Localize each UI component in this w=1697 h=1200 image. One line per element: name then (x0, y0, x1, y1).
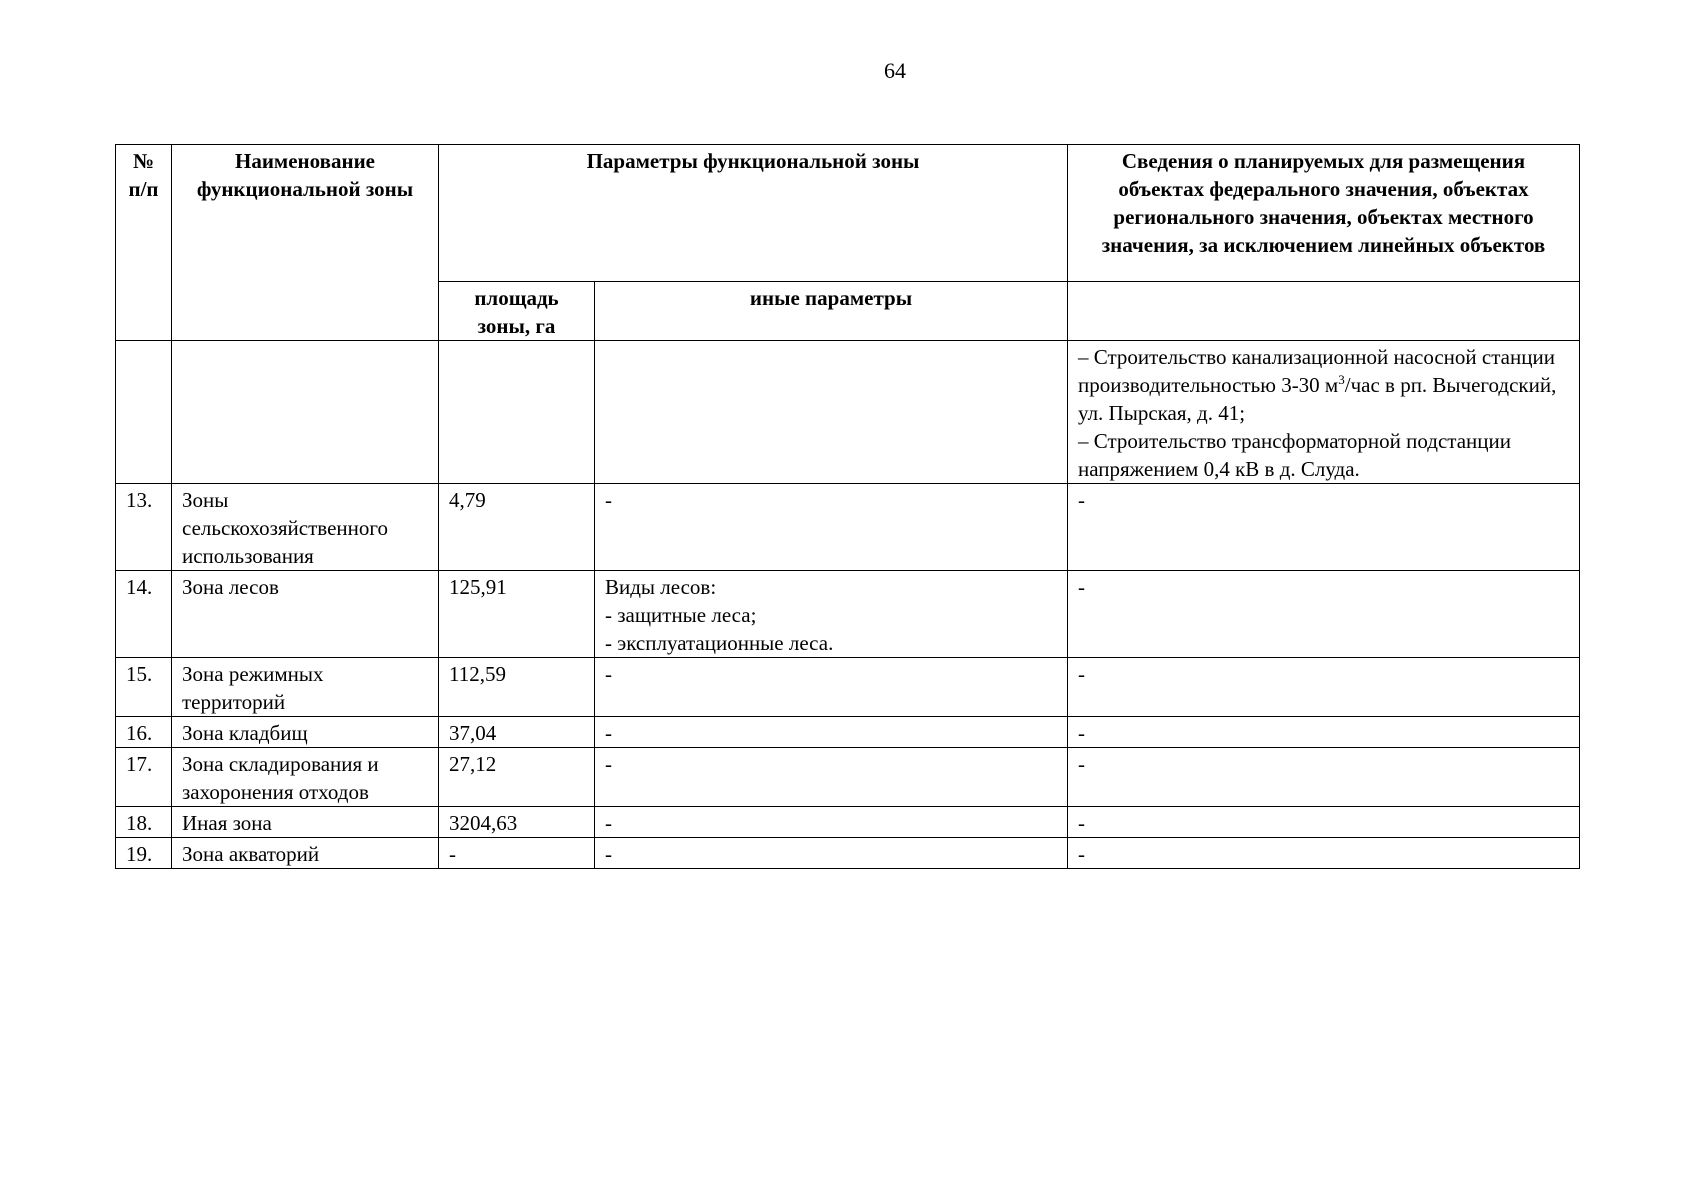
cell-other-params: - (595, 838, 1068, 869)
cell-other-params: - (595, 807, 1068, 838)
cell-planned-objects: - (1068, 717, 1580, 748)
cell-zone-name: Иная зона (172, 807, 439, 838)
cell-number (116, 341, 172, 484)
cell-number: 16. (116, 717, 172, 748)
cell-planned-objects: - (1068, 807, 1580, 838)
cell-other-params (595, 571, 1068, 658)
cell-number: 18. (116, 807, 172, 838)
header-zone-name: Наименование функциональной зоны (172, 145, 439, 341)
table-row (116, 658, 1580, 717)
cell-number: 15. (116, 658, 172, 717)
table-row-continuation (116, 341, 1580, 484)
table-row (116, 838, 1580, 869)
table-row (116, 807, 1580, 838)
other-param-line: Виды лесов: (605, 575, 717, 599)
cell-planned-objects: - (1068, 748, 1580, 807)
zones-table (115, 144, 1580, 869)
cell-zone-name: Зона складирования и захоронения отходов (172, 748, 439, 807)
superscript: 3 (1338, 372, 1345, 387)
cell-area: 4,79 (439, 484, 595, 571)
cell-area: 37,04 (439, 717, 595, 748)
cell-other-params: - (595, 484, 1068, 571)
page-number: 64 (884, 58, 906, 83)
table-row (116, 717, 1580, 748)
cell-number: 13. (116, 484, 172, 571)
cell-number: 14. (116, 571, 172, 658)
cell-area: - (439, 838, 595, 869)
planned-object-text-tail: /час в рп. Вычегодский, ул. Пырская, д. 41; (1078, 373, 1557, 425)
cell-area: 125,91 (439, 571, 595, 658)
table-row (116, 748, 1580, 807)
cell-zone-name: Зона лесов (172, 571, 439, 658)
header-area: площадь зоны, га (439, 282, 595, 341)
cell-planned-objects: - (1068, 484, 1580, 571)
cell-zone-name: Зона акваторий (172, 838, 439, 869)
planned-object-item-2: – Строительство трансформаторной подстанции напряжением 0,4 кВ в д. Слуда. (1078, 429, 1511, 481)
cell-zone-name: Зоны сельскохозяйственного использования (172, 484, 439, 571)
header-row-main (116, 145, 1580, 282)
cell-planned-objects (1068, 341, 1580, 484)
cell-area: 3204,63 (439, 807, 595, 838)
cell-other-params (595, 341, 1068, 484)
header-planned-objects-sub (1068, 282, 1580, 341)
cell-number: 19. (116, 838, 172, 869)
cell-area: 112,59 (439, 658, 595, 717)
other-param-line: - эксплуатационные леса. (605, 631, 834, 655)
header-other-params: иные параметры (595, 282, 1068, 341)
cell-zone-name: Зона кладбищ (172, 717, 439, 748)
cell-planned-objects: - (1068, 838, 1580, 869)
cell-area (439, 341, 595, 484)
header-number: № п/п (116, 145, 172, 341)
cell-zone-name: Зона режимных территорий (172, 658, 439, 717)
cell-area: 27,12 (439, 748, 595, 807)
planned-object-text: – Строительство канализационной насосной станции производительностью 3-30 м (1078, 345, 1555, 397)
planned-object-item (1078, 345, 1556, 425)
cell-zone-name (172, 341, 439, 484)
cell-other-params: - (595, 658, 1068, 717)
cell-planned-objects: - (1068, 571, 1580, 658)
cell-planned-objects: - (1068, 658, 1580, 717)
cell-other-params: - (595, 748, 1068, 807)
table-row (116, 571, 1580, 658)
cell-other-params: - (595, 717, 1068, 748)
header-planned-objects: Сведения о планируемых для размещения объектах федерального значения, объектах регионального значения, объектах местного значения, за исключением линейных объектов (1068, 145, 1580, 282)
table-row (116, 484, 1580, 571)
other-param-line: - защитные леса; (605, 603, 757, 627)
cell-number: 17. (116, 748, 172, 807)
header-zone-params: Параметры функциональной зоны (439, 145, 1068, 282)
